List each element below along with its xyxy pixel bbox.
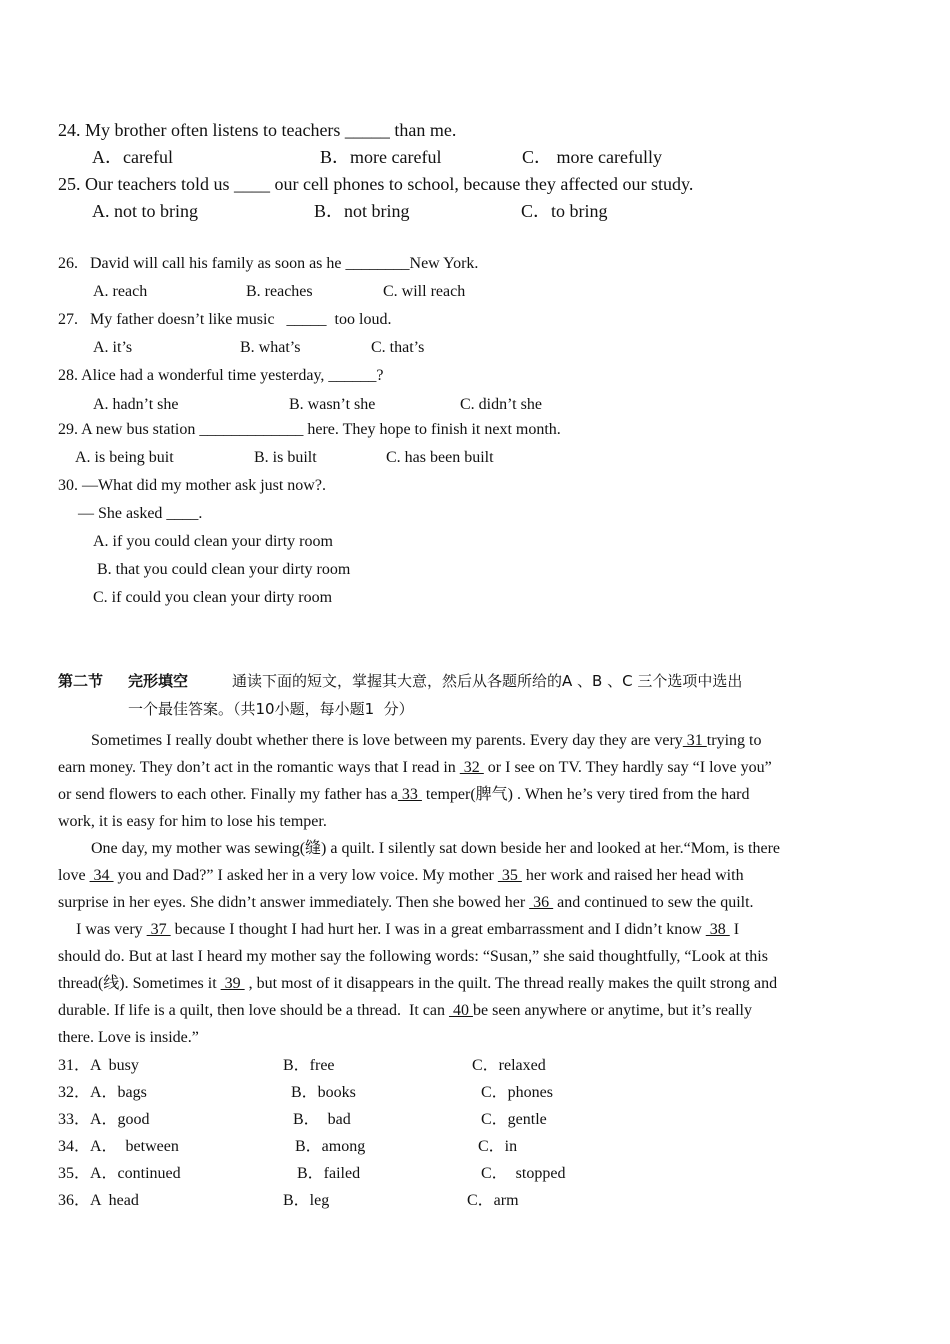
passage-line: should do. But at last I heard my mother say the following words: “Susan,” she said thoughtfully, “Look at this	[58, 948, 768, 965]
question-25-option-b: B．not bring	[314, 201, 410, 221]
option-31-a: 31．A busy	[58, 1057, 139, 1074]
question-24-option-a: A．careful	[92, 147, 173, 167]
question-27-stem: 27. My father doesn’t like music _____ too loud.	[58, 311, 392, 328]
passage-line: thread(线). Sometimes it 39 , but most of it disappears in the quilt. The thread really makes the quilt strong and	[58, 975, 778, 992]
question-26-option-b: B. reaches	[246, 283, 313, 300]
passage-line: Sometimes I really doubt whether there is love between my parents. Every day they are very 31 trying to	[91, 732, 762, 749]
section-instruction-line-1: 通读下面的短文，掌握其大意，然后从各题所给的A 、B 、C 三个选项中选出	[232, 672, 743, 690]
option-36-b: B．leg	[283, 1192, 330, 1209]
question-26-option-c: C. will reach	[383, 283, 466, 300]
question-25-stem: 25. Our teachers told us ____ our cell phones to school, because they affected our study.	[58, 174, 694, 194]
blank-35: 35	[497, 867, 522, 884]
question-30-stem: 30. —What did my mother ask just now?.	[58, 477, 326, 494]
blank-37: 37	[146, 921, 171, 938]
passage-line: work, it is easy for him to lose his temper.	[58, 813, 327, 830]
passage-line: there. Love is inside.”	[58, 1029, 199, 1046]
question-27-option-a: A. it’s	[93, 339, 133, 356]
option-32-c: C．phones	[481, 1084, 554, 1101]
blank-39: 39	[220, 975, 245, 992]
option-34-b: B．among	[295, 1138, 366, 1155]
question-25-option-a: A. not to bring	[92, 201, 198, 221]
passage-line: earn money. They don’t act in the romantic ways that I read in 32 or I see on TV. They hardly say “I love you”	[58, 759, 772, 776]
question-28-stem: 28. Alice had a wonderful time yesterday, ______?	[58, 367, 384, 384]
option-31-b: B．free	[283, 1057, 335, 1074]
option-35-b: B．failed	[297, 1165, 361, 1182]
question-29-stem: 29. A new bus station _____________ here. They hope to finish it next month.	[58, 421, 561, 438]
question-24-option-c: C． more carefully	[522, 147, 662, 167]
blank-31: 31	[682, 732, 707, 749]
question-28-option-b: B. wasn’t she	[289, 396, 376, 413]
passage-line: love 34 you and Dad?” I asked her in a very low voice. My mother 35 her work and raised her head with	[58, 867, 744, 884]
blank-38: 38	[705, 921, 730, 938]
option-32-a: 32．A．bags	[58, 1084, 147, 1101]
question-28-option-a: A. hadn’t she	[93, 396, 179, 413]
question-29-option-a: A. is being buit	[75, 449, 174, 466]
blank-32: 32	[459, 759, 484, 776]
question-30-stem-2: — She asked ____.	[78, 505, 203, 522]
option-33-a: 33．A．good	[58, 1111, 150, 1128]
passage-line: One day, my mother was sewing(缝) a quilt. I silently sat down beside her and looked at her.“Mom, is there	[91, 840, 781, 857]
question-29-option-c: C. has been built	[386, 449, 494, 466]
option-33-b: B． bad	[293, 1111, 351, 1128]
question-24-stem: 24. My brother often listens to teachers _____ than me.	[58, 120, 457, 140]
question-26-option-a: A. reach	[93, 283, 148, 300]
passage-line: I was very 37 because I thought I had hurt her. I was in a great embarrassment and I didn’t know 38 I	[76, 921, 740, 938]
question-30-option-b: B. that you could clean your dirty room	[97, 561, 351, 578]
option-31-c: C．relaxed	[472, 1057, 546, 1074]
option-33-c: C．gentle	[481, 1111, 547, 1128]
question-30-option-c: C. if could you clean your dirty room	[93, 589, 333, 606]
question-25-option-c: C．to bring	[521, 201, 608, 221]
option-36-a: 36．A head	[58, 1192, 139, 1209]
blank-34: 34	[89, 867, 114, 884]
question-24-option-b: B．more careful	[320, 147, 442, 167]
section-title: 完形填空	[128, 672, 189, 690]
option-35-a: 35．A．continued	[58, 1165, 181, 1182]
option-34-a: 34．A． between	[58, 1138, 179, 1155]
blank-33: 33	[397, 786, 422, 803]
section-instruction-line-2: 一个最佳答案。（共10小题，每小题1 分）	[128, 700, 414, 718]
question-30-option-a: A. if you could clean your dirty room	[93, 533, 333, 550]
question-28-option-c: C. didn’t she	[460, 396, 542, 413]
passage-line: or send flowers to each other. Finally my father has a 33 temper(脾气) . When he’s very tired from the hard	[58, 786, 750, 803]
question-27-option-c: C. that’s	[371, 339, 425, 356]
blank-36: 36	[529, 894, 554, 911]
option-32-b: B．books	[291, 1084, 356, 1101]
passage-line: surprise in her eyes. She didn’t answer immediately. Then she bowed her 36 and continued to sew the quilt.	[58, 894, 754, 911]
blank-40: 40	[448, 1002, 473, 1019]
option-34-c: C．in	[478, 1138, 518, 1155]
question-26-stem: 26. David will call his family as soon as he ________New York.	[58, 255, 479, 272]
section-label: 第二节	[58, 672, 104, 690]
option-35-c: C． stopped	[481, 1165, 566, 1182]
question-27-option-b: B. what’s	[240, 339, 301, 356]
passage-line: durable. If life is a quilt, then love should be a thread. It can 40 be seen anywhere or anytime, but it’s really	[58, 1002, 752, 1019]
question-29-option-b: B. is built	[254, 449, 317, 466]
option-36-c: C．arm	[467, 1192, 519, 1209]
